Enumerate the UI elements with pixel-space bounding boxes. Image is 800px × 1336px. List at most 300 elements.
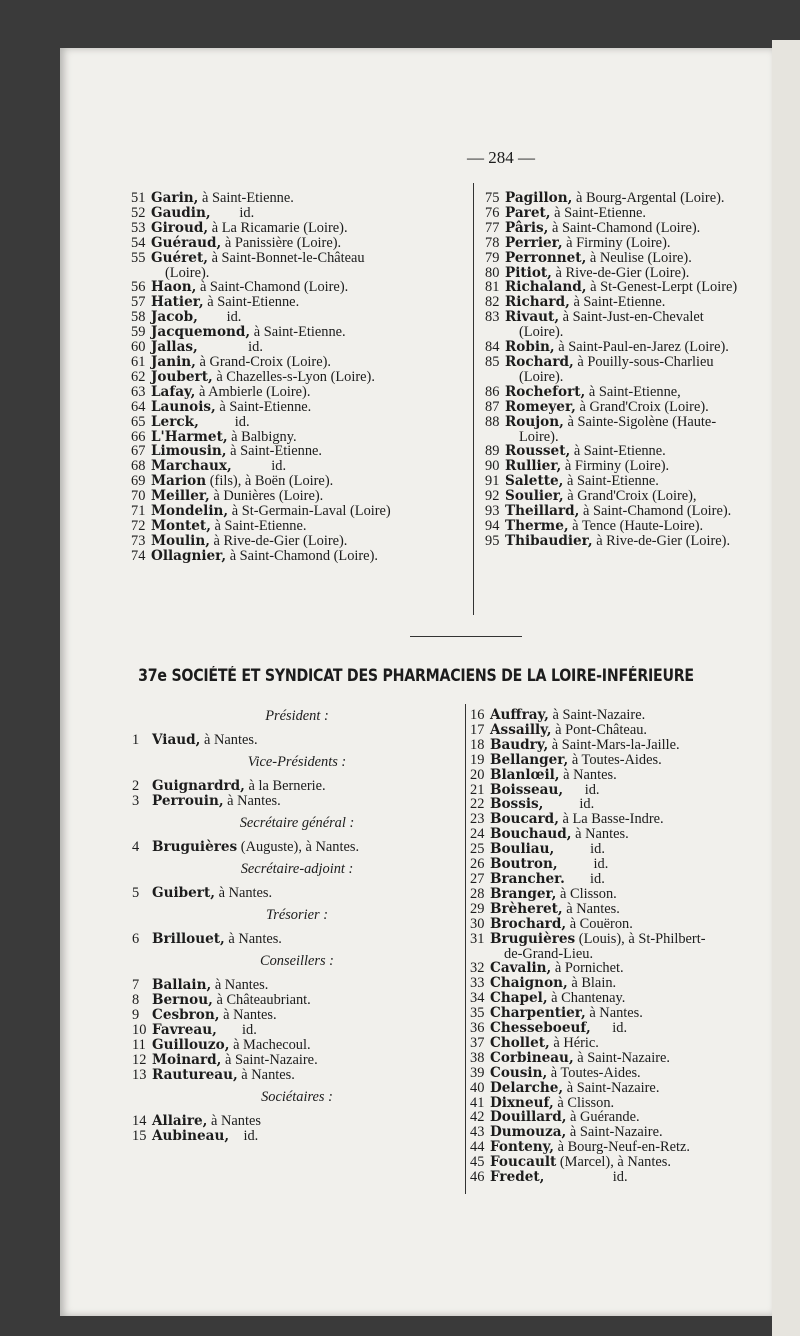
entry-number: 74 — [131, 547, 146, 564]
entry-location: à Saint-Etienne. — [210, 517, 307, 534]
entry-number: 72 — [131, 517, 146, 534]
entry-location: à Clisson. — [556, 885, 617, 902]
list-item — [470, 1140, 706, 1155]
list-item — [485, 459, 737, 474]
entry-location: à La Ricamarie (Loire). — [208, 219, 348, 236]
list-item — [470, 1021, 706, 1036]
entry-location: à Héric. — [549, 1034, 599, 1051]
entry-location: à Saint-Chamond (Loire). — [226, 547, 378, 564]
list-item — [470, 708, 706, 723]
entry-number: 71 — [131, 503, 146, 520]
entry-name: Cavalin, — [490, 960, 552, 977]
entry-location: id. — [231, 458, 287, 475]
entry-number: 65 — [131, 413, 146, 430]
list-item — [470, 1036, 706, 1051]
entry-number: 6 — [132, 931, 140, 947]
list-item — [470, 932, 706, 947]
entry-location: à Couëron. — [566, 915, 633, 932]
entry-number: 87 — [485, 398, 500, 415]
entry-number: 32 — [470, 960, 485, 977]
entry-location: à Rive-de-Gier (Loire). — [551, 264, 690, 281]
entry-name: Rautureau, — [152, 1067, 238, 1083]
list-item — [131, 415, 391, 430]
list-item — [131, 444, 391, 459]
list-item — [131, 474, 391, 489]
entry-name: Haon, — [151, 279, 197, 296]
entry-name: Boisseau, — [490, 781, 564, 798]
entry-number: 12 — [132, 1052, 147, 1068]
entry-location: à Saint-Mars-la-Jaille. — [548, 736, 680, 753]
entry-location: à Saint-Bonnet-le-Château — [207, 249, 365, 266]
list-item — [470, 902, 706, 917]
list-item — [485, 355, 737, 370]
entry-number: 34 — [470, 990, 485, 1007]
entry-name: Boucard, — [490, 811, 559, 828]
entry-name: Baudry, — [490, 736, 549, 753]
list-item — [132, 1038, 462, 1053]
entry-location: id. — [216, 1022, 257, 1038]
book-page — [60, 48, 772, 1316]
entry-number: 81 — [485, 279, 500, 296]
entry-location: à la Bernerie. — [244, 778, 326, 794]
list-item — [470, 991, 706, 1006]
entry-number: 60 — [131, 339, 146, 356]
section-divider — [410, 636, 522, 637]
list-item — [485, 191, 737, 206]
entry-number: 70 — [131, 488, 146, 505]
entry-name: Romeyer, — [505, 398, 576, 415]
entry-location: à Grand-Croix (Loire). — [195, 353, 331, 370]
list-item — [132, 794, 462, 809]
entry-location: à Balbigny. — [227, 428, 297, 445]
entry-location: à Saint-Nazaire. — [221, 1052, 318, 1068]
list-item — [485, 400, 737, 415]
entry-number: 35 — [470, 1005, 485, 1022]
entry-number: 37 — [470, 1034, 485, 1051]
entry-location: à Saint-Nazaire. — [563, 1079, 660, 1096]
entry-name: Perrier, — [505, 234, 563, 251]
list-item — [470, 1170, 706, 1185]
entry-name: Richard, — [505, 294, 570, 311]
entry-number: 64 — [131, 398, 146, 415]
list-item — [485, 444, 737, 459]
list-item — [470, 1006, 706, 1021]
entry-location: à Blain. — [567, 975, 617, 992]
entry-name: Guéraud, — [151, 234, 222, 251]
entry-name: Richaland, — [505, 279, 587, 296]
entry-name: Jacquemond, — [151, 324, 251, 341]
list-item — [132, 1053, 462, 1068]
list-item — [470, 1110, 706, 1125]
entry-name: L'Harmet, — [151, 428, 228, 445]
entry-location: à Clisson. — [553, 1094, 615, 1111]
entry-number: 80 — [485, 264, 500, 281]
entry-number: 2 — [132, 778, 140, 794]
entry-number: 67 — [131, 443, 146, 460]
entry-location: id. — [554, 841, 605, 858]
entry-number: 46 — [470, 1169, 485, 1186]
entry-number: 45 — [470, 1154, 485, 1171]
entry-location: à Saint-Etienne. — [226, 443, 323, 460]
entry-number: 51 — [131, 190, 146, 206]
entry-number: 59 — [131, 324, 146, 341]
list-item — [131, 340, 391, 355]
entry-name: Fredet, — [490, 1169, 545, 1186]
entry-number: 79 — [485, 249, 500, 266]
list-item — [470, 797, 706, 812]
entry-name: Guignardrd, — [152, 778, 245, 794]
entry-location: id. — [543, 796, 595, 813]
list-item — [131, 504, 391, 519]
entry-name: Meiller, — [151, 488, 210, 505]
entry-location: id. — [210, 204, 255, 221]
entry-name: Delarche, — [490, 1079, 564, 1096]
list-item — [470, 812, 706, 827]
entry-name: Allaire, — [152, 1113, 208, 1129]
entry-location: à Saint-Etienne. — [203, 294, 300, 311]
list-item — [131, 191, 391, 206]
entry-number: 25 — [470, 841, 485, 858]
entry-name: Charpentier, — [490, 1005, 586, 1022]
entry-number: 7 — [132, 977, 140, 993]
entry-number: 77 — [485, 219, 500, 236]
entry-number: 68 — [131, 458, 146, 475]
entry-name: Brochard, — [490, 915, 567, 932]
bottom-right-column — [470, 708, 706, 1185]
list-item — [131, 295, 391, 310]
list-item — [132, 1129, 462, 1144]
list-item — [470, 1155, 706, 1170]
entry-name: Rousset, — [505, 443, 571, 460]
entry-name: Jacob, — [151, 309, 198, 326]
entry-number: 75 — [485, 190, 500, 206]
entry-location: à Saint-Etienne. — [570, 443, 666, 460]
entry-name: Hatier, — [151, 294, 204, 311]
entry-name: Rochefort, — [505, 383, 586, 400]
entry-location: à Nantes. — [585, 1005, 643, 1022]
entry-name: Chesseboeuf, — [490, 1020, 591, 1037]
list-item — [485, 519, 737, 534]
entry-name: Lafay, — [151, 383, 196, 400]
entry-name: Joubert, — [151, 368, 213, 385]
entry-continuation: (Loire). — [519, 368, 564, 385]
list-item — [485, 489, 737, 504]
role-heading: Secrétaire général : — [239, 815, 355, 831]
list-item — [470, 887, 706, 902]
entry-location: id. — [563, 781, 600, 798]
entry-name: Foucault — [490, 1154, 557, 1171]
entry-name: Dixneuf, — [490, 1094, 554, 1111]
entry-location: à Saint-Nazaire. — [566, 1124, 663, 1141]
list-item — [132, 1008, 462, 1023]
entry-number: 24 — [470, 826, 485, 843]
list-item — [131, 489, 391, 504]
entry-number: 5 — [132, 885, 140, 901]
list-item — [131, 370, 391, 385]
entry-number: 73 — [131, 532, 146, 549]
entry-number: 93 — [485, 503, 500, 520]
entry-name: Pagillon, — [505, 190, 573, 206]
entry-continuation: Loire). — [519, 428, 559, 445]
list-item — [131, 519, 391, 534]
role-heading: Trésorier : — [266, 907, 328, 923]
entry-location: à Sainte-Sigolène (Haute- — [563, 413, 717, 430]
entry-location: à Saint-Etienne. — [215, 398, 312, 415]
entry-location: id. — [544, 1169, 628, 1186]
entry-name: Bruguières — [152, 839, 238, 855]
entry-number: 41 — [470, 1094, 485, 1111]
entry-location: à Ambierle (Loire). — [195, 383, 311, 400]
entry-number: 20 — [470, 766, 485, 783]
entry-name: Gaudin, — [151, 204, 211, 221]
entry-number: 58 — [131, 309, 146, 326]
list-item — [131, 280, 391, 295]
entry-name: Chaignon, — [490, 975, 568, 992]
entry-number: 1 — [132, 732, 140, 748]
entry-location: à St-Genest-Lerpt (Loire) — [586, 279, 738, 296]
entry-name: Bruguières — [490, 930, 576, 947]
entry-number: 62 — [131, 368, 146, 385]
list-item — [470, 1051, 706, 1066]
list-item — [131, 400, 391, 415]
entry-location: à Pornichet. — [551, 960, 624, 977]
entry-number: 19 — [470, 751, 485, 768]
entry-location: (Marcel), à Nantes. — [556, 1154, 671, 1171]
entry-number: 22 — [470, 796, 485, 813]
list-item — [485, 251, 737, 266]
list-item — [470, 872, 706, 887]
entry-number: 33 — [470, 975, 485, 992]
list-item — [485, 385, 737, 400]
entry-location: à Bourg-Neuf-en-Retz. — [554, 1139, 690, 1156]
entry-number: 53 — [131, 219, 146, 236]
entry-name: Thibaudier, — [505, 532, 593, 549]
list-item — [132, 733, 462, 748]
entry-number: 30 — [470, 915, 485, 932]
entry-number: 82 — [485, 294, 500, 311]
entry-name: Boutron, — [490, 856, 558, 873]
entry-number: 44 — [470, 1139, 485, 1156]
entry-location: à Nantes. — [211, 977, 269, 993]
entry-location: à Toutes-Aides. — [568, 751, 662, 768]
list-item — [485, 415, 737, 430]
entry-location: à Saint-Chamond (Loire). — [579, 503, 732, 520]
entry-name: Bellanger, — [490, 751, 569, 768]
entry-location: à La Basse-Indre. — [558, 811, 664, 828]
entry-number: 61 — [131, 353, 146, 370]
entry-number: 83 — [485, 309, 500, 326]
list-item — [131, 221, 391, 236]
entry-location: id. — [557, 856, 609, 873]
entry-location: (fils), à Boën (Loire). — [206, 473, 334, 490]
entry-location: (Louis), à St-Philbert- — [575, 930, 706, 947]
entry-name: Brèheret, — [490, 900, 563, 917]
entry-continuation: (Loire). — [165, 264, 210, 281]
column-divider-top — [473, 183, 474, 615]
entry-name: Lerck, — [151, 413, 199, 430]
entry-name: Therme, — [505, 517, 569, 534]
entry-location: id. — [564, 870, 605, 887]
entry-name: Branger, — [490, 885, 557, 902]
entry-location: à St-Germain-Laval (Loire) — [228, 503, 391, 520]
list-item — [132, 978, 462, 993]
entry-name: Dumouza, — [490, 1124, 567, 1141]
entry-number: 27 — [470, 870, 485, 887]
column-divider-bottom — [465, 704, 466, 1194]
entry-location: à Firminy (Loire). — [561, 458, 670, 475]
entry-location: à Neulise (Loire). — [586, 249, 692, 266]
entry-location: à Saint-Chamond (Loire). — [196, 279, 349, 296]
entry-name: Garin, — [151, 190, 199, 206]
list-item — [132, 779, 462, 794]
list-item — [132, 1068, 462, 1083]
entry-name: Mondelin, — [151, 503, 229, 520]
entry-name: Paret, — [505, 204, 551, 221]
list-item — [470, 842, 706, 857]
list-item — [485, 221, 737, 236]
entry-name: Brancher. — [490, 870, 565, 887]
entry-location: à Nantes. — [200, 732, 258, 748]
entry-location: à Châteaubriant. — [212, 992, 311, 1008]
entry-number: 85 — [485, 353, 500, 370]
entry-location: à Tence (Haute-Loire). — [568, 517, 704, 534]
entry-number: 26 — [470, 856, 485, 873]
entry-location: à Chantenay. — [547, 990, 626, 1007]
entry-name: Auffray, — [490, 707, 549, 723]
entry-location: à Nantes. — [237, 1067, 295, 1083]
entry-name: Pâris, — [505, 219, 549, 236]
entry-name: Rullier, — [505, 458, 562, 475]
entry-number: 63 — [131, 383, 146, 400]
entry-number: 29 — [470, 900, 485, 917]
entry-location: à Pont-Château. — [551, 721, 647, 738]
entry-continuation: de-Grand-Lieu. — [504, 945, 594, 962]
entry-number: 56 — [131, 279, 146, 296]
entry-number: 16 — [470, 707, 485, 723]
list-item — [131, 355, 391, 370]
role-heading: Sociétaires : — [261, 1089, 333, 1105]
entry-number: 14 — [132, 1113, 147, 1129]
entry-location: à Saint-Just-en-Chevalet — [559, 309, 704, 326]
entry-name: Cousin, — [490, 1064, 548, 1081]
entry-name: Guéret, — [151, 249, 208, 266]
list-item — [131, 206, 391, 221]
entry-number: 55 — [131, 249, 146, 266]
entry-number: 15 — [132, 1128, 147, 1144]
entry-location: à Saint-Chamond (Loire). — [548, 219, 701, 236]
role-heading: Président : — [265, 708, 329, 724]
entry-location: à Nantes. — [223, 793, 281, 809]
list-item — [470, 723, 706, 738]
entry-name: Cesbron, — [152, 1007, 220, 1023]
entry-number: 57 — [131, 294, 146, 311]
list-item — [485, 474, 737, 489]
list-item — [470, 768, 706, 783]
entry-name: Limousin, — [151, 443, 227, 460]
entry-location: id. — [229, 1128, 259, 1144]
entry-location: à Nantes. — [559, 766, 617, 783]
entry-name: Marchaux, — [151, 458, 232, 475]
list-item — [131, 325, 391, 340]
entry-name: Corbineau, — [490, 1049, 574, 1066]
entry-name: Guibert, — [152, 885, 215, 901]
entry-name: Montet, — [151, 517, 211, 534]
entry-location: à Grand'Croix (Loire). — [575, 398, 709, 415]
list-item — [131, 534, 391, 549]
entry-number: 4 — [132, 839, 140, 855]
entry-name: Bouliau, — [490, 841, 555, 858]
entry-number: 36 — [470, 1020, 485, 1037]
entry-location: à Nantes. — [224, 931, 282, 947]
entry-name: Blanlœil, — [490, 766, 560, 783]
entry-name: Bossis, — [490, 796, 544, 813]
list-item — [485, 504, 737, 519]
entry-number: 40 — [470, 1079, 485, 1096]
entry-name: Moulin, — [151, 532, 210, 549]
entry-number: 11 — [132, 1037, 146, 1053]
list-item — [132, 1114, 462, 1129]
entry-name: Perronnet, — [505, 249, 587, 266]
entry-number: 28 — [470, 885, 485, 902]
top-right-column — [485, 191, 737, 549]
entry-location: à Saint-Etienne. — [563, 473, 659, 490]
entry-location: à Firminy (Loire). — [562, 234, 671, 251]
entry-name: Moinard, — [152, 1052, 222, 1068]
entry-location: à Bourg-Argental (Loire). — [572, 190, 725, 206]
list-item — [485, 534, 737, 549]
entry-location: à Toutes-Aides. — [547, 1064, 641, 1081]
entry-number: 76 — [485, 204, 500, 221]
entry-location: à Saint-Nazaire. — [548, 707, 646, 723]
entry-location: à Nantes. — [562, 900, 620, 917]
entry-location: id. — [197, 339, 263, 356]
list-item — [485, 266, 737, 281]
entry-name: Guillouzo, — [152, 1037, 230, 1053]
entry-number: 43 — [470, 1124, 485, 1141]
entry-name: Launois, — [151, 398, 216, 415]
entry-location: id. — [197, 309, 242, 326]
entry-name: Rochard, — [505, 353, 574, 370]
entry-number: 23 — [470, 811, 485, 828]
role-heading: Vice-Présidents : — [247, 754, 347, 770]
section-title: 37e SOCIÉTÉ ET SYNDICAT DES PHARMACIENS DE LA LOIRE-INFÉRIEURE — [138, 666, 694, 685]
entry-name: Marion — [151, 473, 207, 490]
entry-name: Giroud, — [151, 219, 209, 236]
entry-location: à Rive-de-Gier (Loire). — [209, 532, 348, 549]
entry-location: (Auguste), à Nantes. — [237, 839, 360, 855]
entry-name: Ballain, — [152, 977, 212, 993]
entry-name: Salette, — [505, 473, 564, 490]
entry-location: à Saint-Paul-en-Jarez (Loire). — [554, 339, 729, 356]
entry-number: 8 — [132, 992, 140, 1008]
entry-name: Chollet, — [490, 1034, 550, 1051]
next-page-edge — [772, 40, 800, 1336]
list-item — [470, 857, 706, 872]
list-item — [470, 783, 706, 798]
role-heading: Secrétaire-adjoint : — [240, 861, 354, 877]
list-item — [131, 310, 391, 325]
entry-name: Rivaut, — [505, 309, 560, 326]
entry-location: à Dunières (Loire). — [209, 488, 324, 505]
entry-location: id. — [198, 413, 250, 430]
entry-name: Jallas, — [151, 339, 198, 356]
entry-location: à Panissière (Loire). — [221, 234, 342, 251]
list-item — [470, 827, 706, 842]
list-item — [131, 236, 391, 251]
entry-number: 9 — [132, 1007, 140, 1023]
list-item — [470, 1096, 706, 1111]
role-heading: Conseillers : — [260, 953, 334, 969]
